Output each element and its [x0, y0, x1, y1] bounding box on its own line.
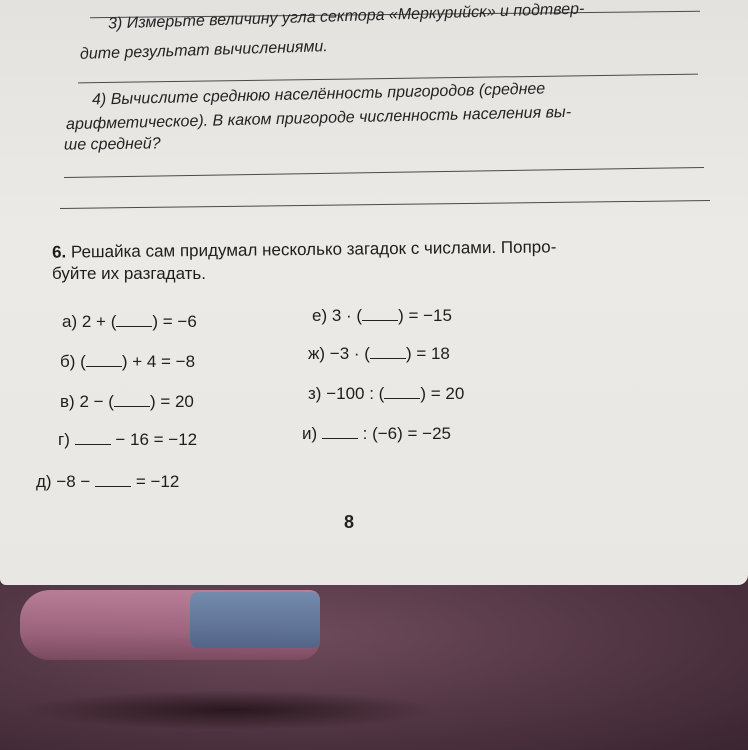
- answer-line-3: [60, 200, 710, 209]
- desk-stain: [20, 690, 440, 730]
- task6-number: 6.: [51, 242, 67, 262]
- task6-line1: [52, 237, 556, 262]
- blank-g[interactable]: [75, 430, 111, 445]
- riddle-d: д) −8 − = −12: [36, 472, 180, 491]
- riddle-e: е) 3 · ( ) = −15: [312, 306, 452, 325]
- answer-line-2: [64, 167, 704, 178]
- blank-i[interactable]: [322, 424, 358, 439]
- blank-v[interactable]: [114, 392, 150, 407]
- item4-line1: 4) Вычислите среднюю населённость пригородов (среднее: [91, 80, 546, 109]
- riddle-g: г) − 16 = −12: [58, 430, 198, 449]
- item3-line1: 3) Измерьте величину угла сектора «Меркурийск» и подтвер-: [107, 0, 585, 33]
- answer-line-1: [78, 74, 698, 84]
- jar-label: [190, 592, 320, 648]
- riddle-i: и) : (−6) = −25: [302, 424, 452, 443]
- page-number: 8: [344, 512, 355, 532]
- riddle-z: з) −100 : ( ) = 20: [308, 384, 465, 403]
- item3-line2: дите результат вычислениями.: [79, 38, 329, 63]
- blank-d[interactable]: [95, 472, 131, 487]
- item4-line2: арифметическое). В каком пригороде численность населения вы-: [65, 103, 572, 134]
- task6-line2: буйте их разгадать.: [52, 264, 207, 283]
- item4-line3: ше средней?: [63, 135, 161, 154]
- blank-zh[interactable]: [370, 344, 406, 359]
- riddle-b: б) ( ) + 4 = −8: [60, 352, 196, 371]
- blank-z[interactable]: [384, 384, 420, 399]
- blank-a[interactable]: [116, 312, 152, 327]
- task6-text: Решайка сам придумал несколько загадок с числами. Попро-: [70, 237, 557, 262]
- blank-b[interactable]: [86, 352, 122, 367]
- riddle-a: а) 2 + ( ) = −6: [62, 312, 197, 331]
- riddle-zh: ж) −3 · ( ) = 18: [308, 344, 450, 363]
- blank-e[interactable]: [362, 306, 398, 321]
- riddle-v: в) 2 − ( ) = 20: [60, 392, 194, 411]
